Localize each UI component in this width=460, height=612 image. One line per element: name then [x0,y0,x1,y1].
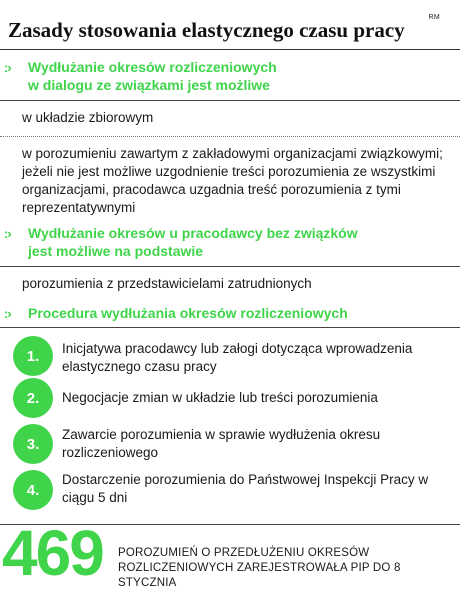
list-item: w porozumieniu zawartym z zakładowymi organizacjami związkowymi; jeżeli nie jest możliwe uzgodnienie treści porozumienia ze wszystkimi organizacjami, pracodawca uzgadnia treść porozumienia z tymi reprezentatywnymi [22,146,443,215]
procedure-step [0,336,460,382]
step-number-badge: 1. [13,336,53,376]
section-heading-line: Wydłużanie okresów u pracodawcy bez związków [28,225,358,241]
section-heading-line: w dialogu ze związkami jest możliwe [28,77,270,93]
procedure-step [0,474,460,520]
section-heading [0,304,460,322]
section-union-dialogue [0,58,460,217]
procedure-steps [0,336,460,520]
procedure-step [0,382,460,428]
list-item: porozumienia z przedstawicielami zatrudnionych [22,276,312,291]
section-no-unions [0,224,460,301]
section-heading [0,224,460,260]
bullet-chevron-icon: :› [4,60,11,75]
bullet-chevron-icon: :› [4,226,11,241]
step-text: Zawarcie porozumienia w sprawie wydłużenia okresu rozliczeniowego [62,427,381,460]
list-item: w układzie zbiorowym [22,110,154,125]
section-heading-line: jest możliwe na podstawie [28,243,204,259]
step-text: Negocjacje zmian w układzie lub treści porozumienia [62,390,378,405]
divider [0,327,460,328]
step-number-badge: 3. [13,424,53,464]
step-number-badge: 2. [13,378,53,418]
step-text: Inicjatywa pracodawcy lub załogi dotycząca wprowadzenia elastycznego czasu pracy [62,341,413,374]
step-text: Dostarczenie porozumienia do Państwowej Inspekcji Pracy w ciągu 5 dni [62,472,429,505]
section-heading [0,58,460,94]
title-divider [0,49,460,50]
section-heading-line: Procedura wydłużania okresów rozliczeniowych [28,305,348,321]
bullet-chevron-icon: :› [4,306,11,321]
page-title: Zasady stosowania elastycznego czasu pracy [8,18,405,42]
stat-value: 469 [2,517,103,589]
credit-initials: RM [428,14,440,21]
section-heading-line: Wydłużanie okresów rozliczeniowych [28,59,277,75]
procedure-step [0,428,460,474]
section-procedure [0,304,460,328]
step-number-badge: 4. [13,470,53,510]
stat-caption: POROZUMIEŃ O PRZEDŁUŻENIU OKRESÓW ROZLICZENIOWYCH ZAREJESTROWAŁA PIP DO 8 STYCZNIA [118,547,401,589]
